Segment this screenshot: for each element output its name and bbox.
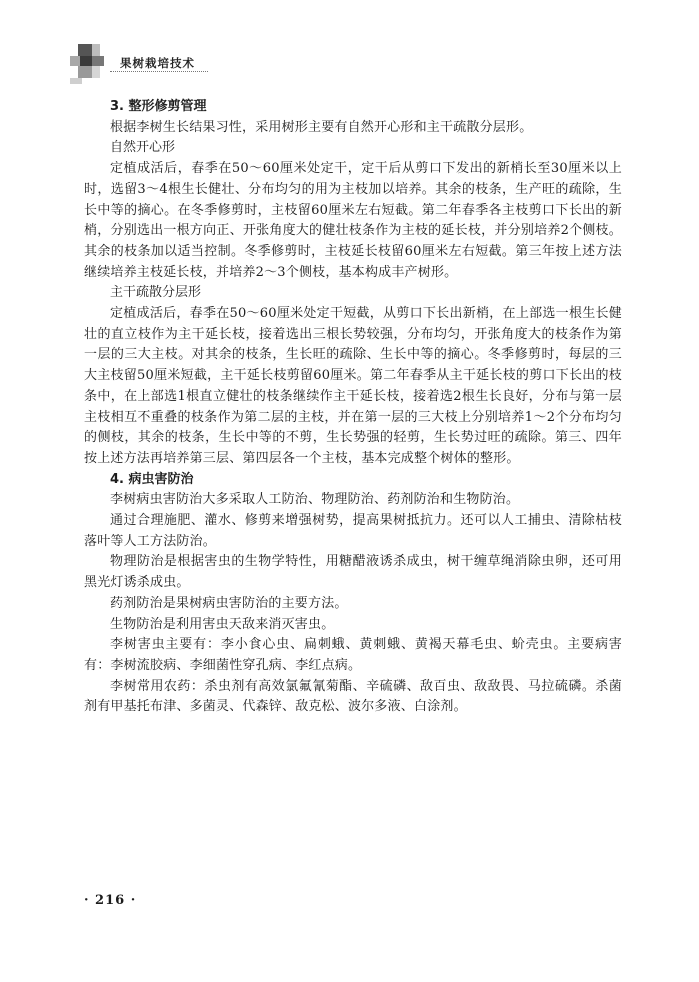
section-4-heading: 4. 病虫害防治: [110, 471, 194, 487]
page-body: [84, 97, 622, 718]
section-4-paragraph: 物理防治是根据害虫的生物学特性，用糖醋液诱杀成虫，树干缠草绳消除虫卵，还可用黑光灯诱杀成虫。: [84, 554, 622, 591]
section-3-heading: 3. 整形修剪管理: [110, 99, 207, 114]
page-number: · 216 ·: [84, 893, 137, 908]
section-3-intro: 根据李树生长结果习性，采用树形主要有自然开心形和主干疏散分层形。: [110, 119, 533, 135]
header-dotted-rule: [110, 71, 208, 72]
subsection-title-layered: 主干疏散分层形: [110, 285, 202, 301]
section-4-paragraph: 李树病虫害防治大多采取人工防治、物理防治、药剂防治和生物防治。: [110, 492, 520, 508]
logo-block: [92, 44, 100, 56]
logo-block: [70, 78, 82, 84]
logo-block: [92, 66, 100, 78]
logo-block: [78, 66, 92, 78]
logo-block: [80, 56, 92, 66]
header-logo-blocks: [70, 44, 110, 84]
section-4-paragraph: 药剂防治是果树病虫害防治的主要方法。: [110, 595, 348, 611]
logo-block: [78, 44, 92, 56]
logo-block: [92, 56, 104, 66]
section-4-paragraph: 李树常用农药：杀虫剂有高效氯氟氰菊酯、辛硫磷、敌百虫、敌敌畏、马拉硫磷。杀菌剂有甲基托布津、多菌灵、代森锌、敌克松、波尔多液、白涂剂。: [84, 678, 622, 715]
logo-block: [70, 56, 80, 66]
running-title: 果树栽培技术: [120, 56, 195, 70]
section-4-paragraph: 生物防治是利用害虫天敌来消灭害虫。: [110, 616, 335, 632]
section-4-paragraph: 李树害虫主要有：李小食心虫、扁刺蛾、黄刺蛾、黄褐天幕毛虫、蚧壳虫。主要病害有：李树流胶病、李细菌性穿孔病、李红点病。: [84, 637, 622, 673]
section-4-paragraph: 通过合理施肥、灌水、修剪来增强树势，提高果树抵抗力。还可以人工捕虫、清除枯枝落叶等人工方法防治。: [84, 513, 622, 549]
subsection-text-layered: 定植成活后，春季在50～60厘米处定干短截，从剪口下长出新梢，在上部选一根生长健壮的直立枝作为主干延长枝，接着选出三根长势较强，分布均匀，开张角度大的枝条作为第一层的三大主枝。对其余的枝条，生长旺的疏除、生长中等的摘心。冬季修剪时，每层的三大主枝留50厘米短截，主干延长枝剪留60厘米。第二年春季从主干延长枝的剪口下长出的枝条中，在上部选1根直立健壮的枝条继续作主干延长枝，接着选2根生长良好，分布与第一层主枝相互不重叠的枝条作为第二层的主枝，并在第一层的三大枝上分别培养1～2个分布均匀的侧枝，其余的枝条，生长中等的不剪，生长势强的轻剪，生长势过旺的疏除。第三、四年按上述方法再培养第三层、第四层各一个主枝，基本完成整个树体的整形。: [84, 306, 622, 466]
subsection-text-open-center: 定植成活后，春季在50～60厘米处定干，定干后从剪口下发出的新梢长至30厘米以上时，选留3～4根生长健壮、分布均匀的用为主枝加以培养。其余的枝条，生产旺的疏除，生长中等的摘心。在冬季修剪时，主枝留60厘米左右短截。第二年春季各主枝剪口下长出的新梢，分别选出一根方向正、开张角度大的健壮枝条作为主枝的延长枝，并分别培养2个侧枝。其余的枝条加以适当控制。冬季修剪时，主枝延长枝留60厘米左右短截。第三年按上述方法继续培养主枝延长枝，并培养2～3个侧枝，基本构成丰产树形。: [84, 161, 622, 280]
subsection-title-open-center: 自然开心形: [110, 140, 176, 156]
